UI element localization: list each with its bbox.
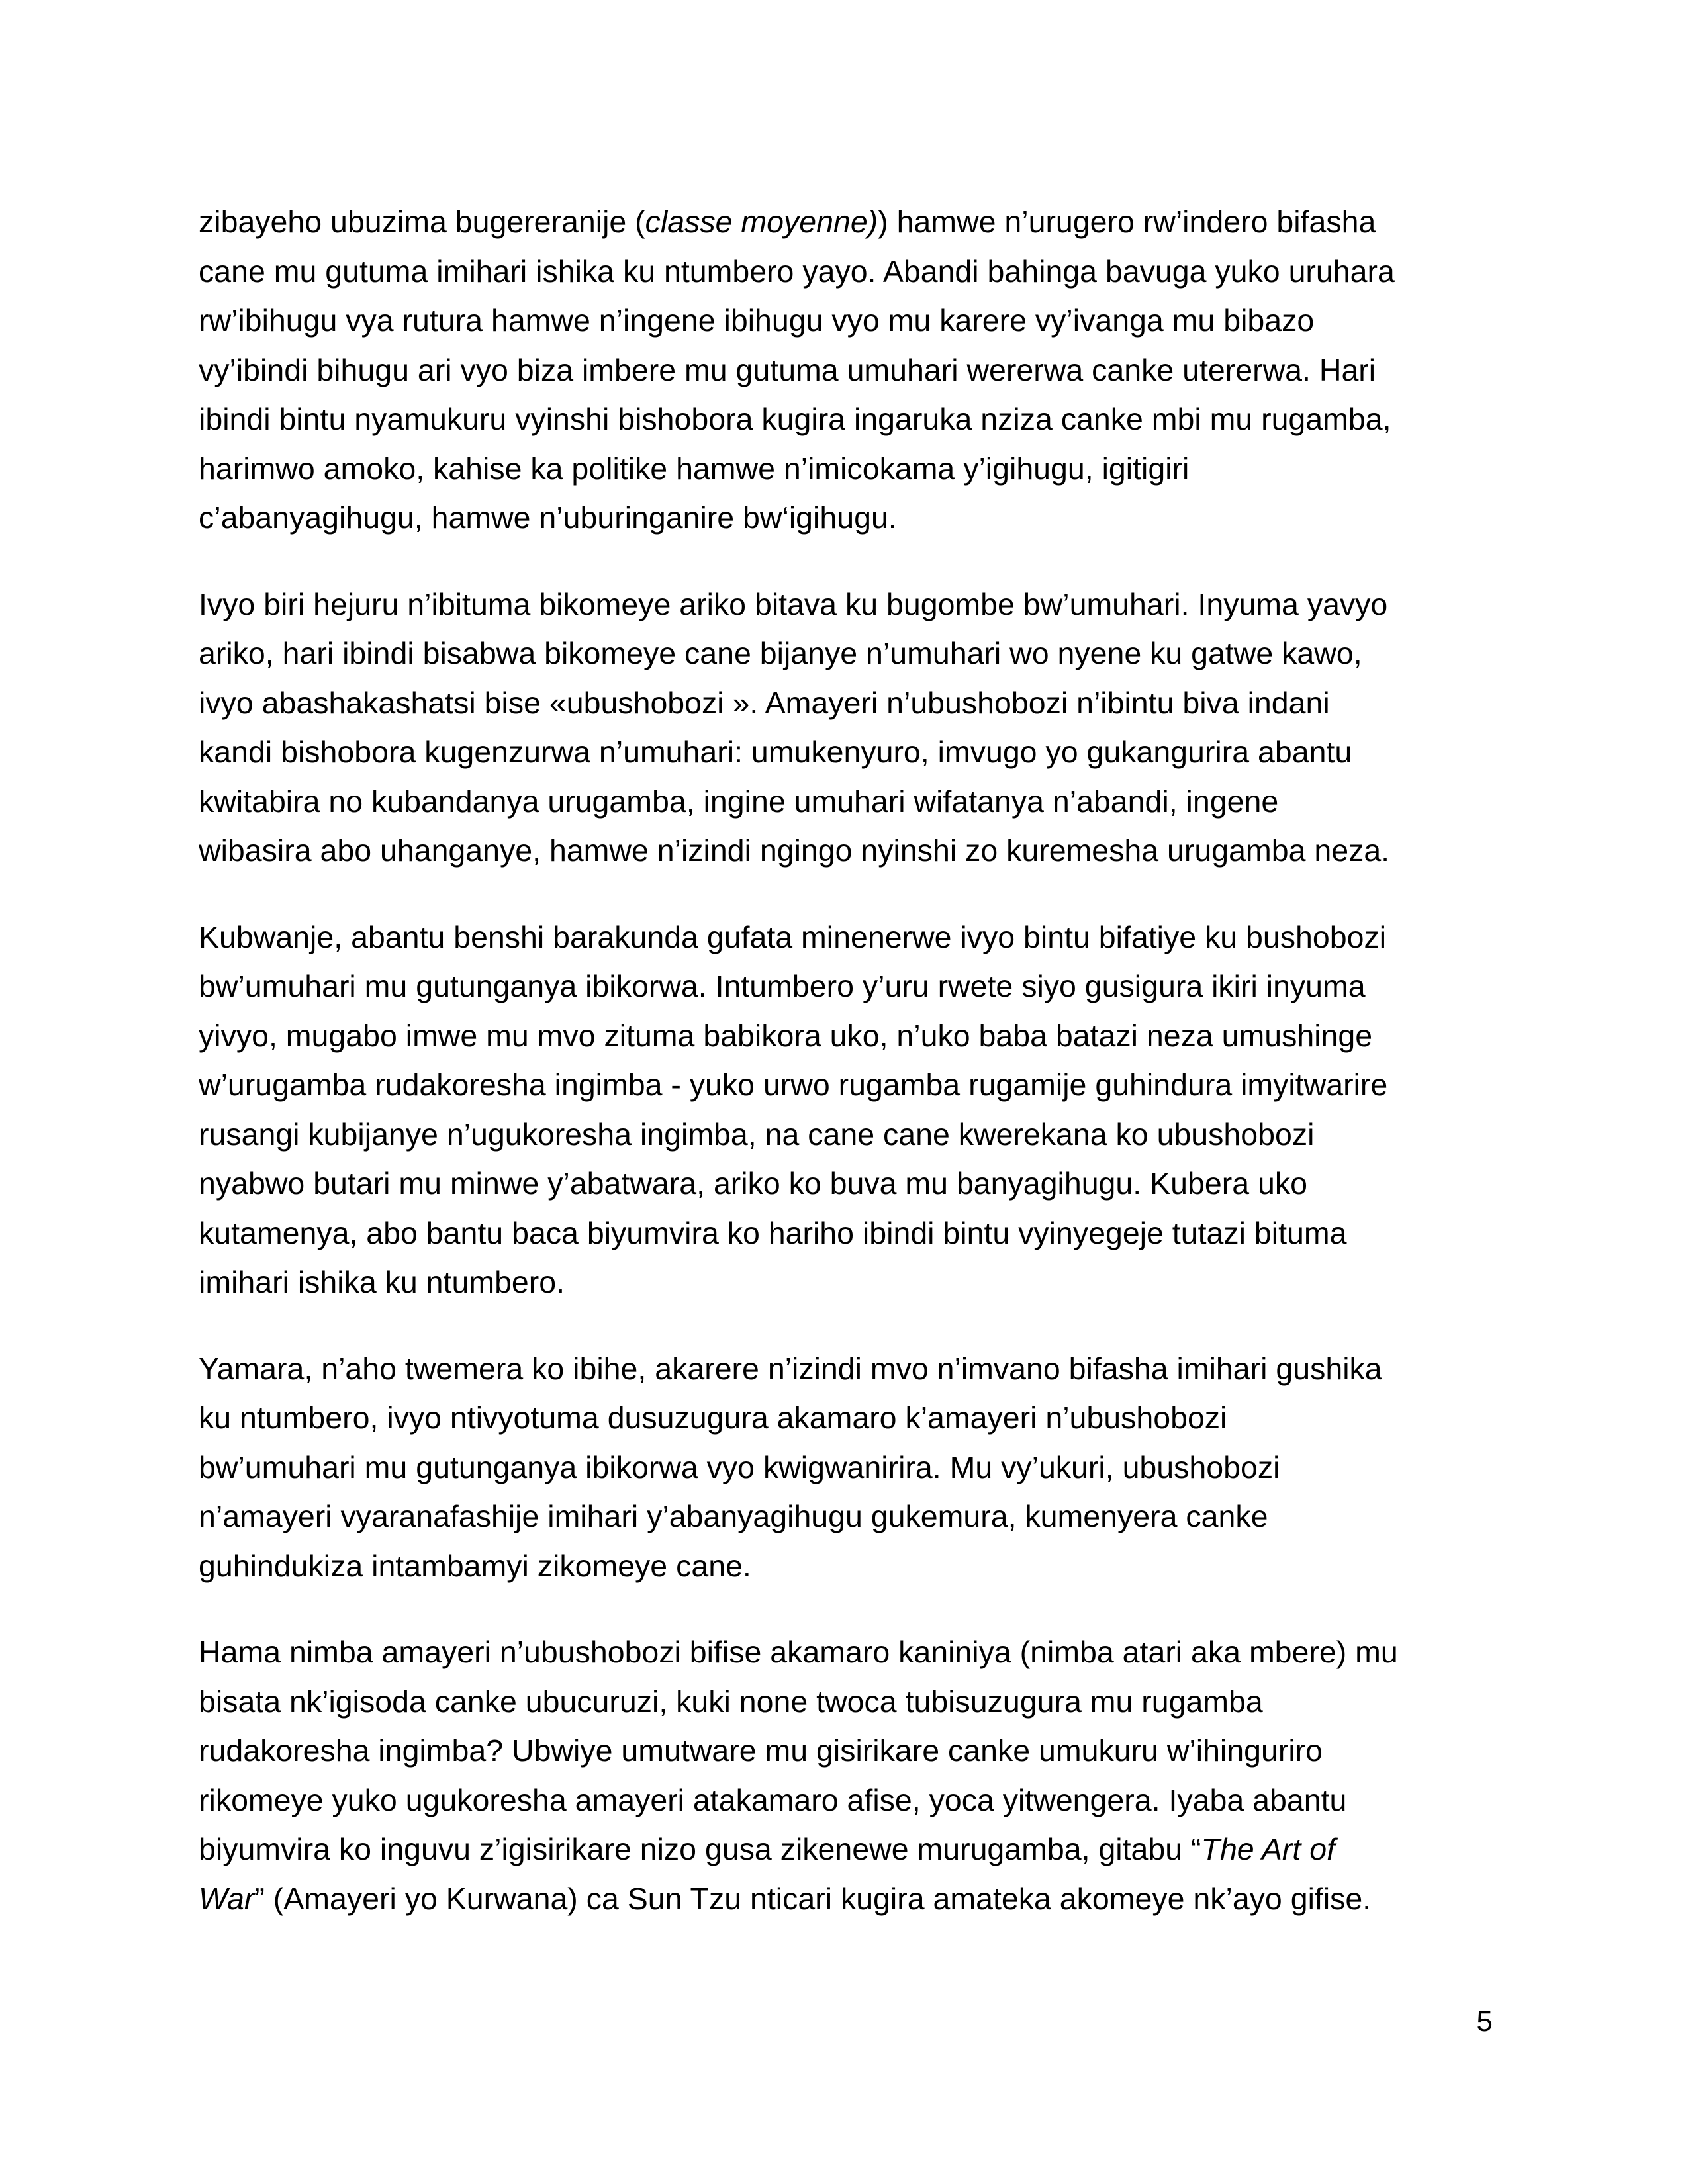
text-line xyxy=(199,1257,1496,1307)
text-line xyxy=(199,1393,1496,1443)
text-run: ivyo abashakashatsi bise «ubushobozi ». Amayeri n’ubushobozi n’ibintu biva indani xyxy=(199,685,1330,720)
text-run: biyumvira ko inguvu z’igisirikare nizo gusa zikenewe murugamba, gitabu “ xyxy=(199,1832,1201,1866)
text-line xyxy=(199,826,1496,876)
text-run: ) hamwe n’urugero rw’indero bifasha xyxy=(878,205,1376,239)
text-line xyxy=(199,247,1496,296)
text-line xyxy=(199,444,1496,494)
paragraph xyxy=(199,1627,1496,1923)
text-run: harimwo amoko, kahise ka politike hamwe n’imicokama y’igihugu, igitigiri xyxy=(199,451,1190,486)
text-line xyxy=(199,394,1496,444)
text-line xyxy=(199,493,1496,543)
text-run: bw’umuhari mu gutunganya ibikorwa vyo kwigwanirira. Mu vy’ukuri, ubushobozi xyxy=(199,1449,1280,1484)
text-line xyxy=(199,1110,1496,1160)
text-line xyxy=(199,1159,1496,1208)
italic-text-run: classe moyenne) xyxy=(645,205,878,239)
text-run: Kubwanje, abantu benshi barakunda gufata minenerwe ivyo bintu bifatiye ku bushobozi xyxy=(199,919,1387,954)
text-line xyxy=(199,296,1496,345)
text-run: cane mu gutuma imihari ishika ku ntumbero yayo. Abandi bahinga bavuga yuko uruhara xyxy=(199,253,1395,289)
text-line xyxy=(199,197,1496,247)
paragraph xyxy=(199,580,1496,876)
text-line xyxy=(199,580,1496,629)
italic-text-run: War xyxy=(199,1881,255,1916)
text-run: Ivyo biri hejuru n’ibituma bikomeye ariko bitava ku bugombe bw’umuhari. Inyuma yavyo xyxy=(199,586,1388,621)
text-line xyxy=(199,1060,1496,1110)
text-line xyxy=(199,727,1496,777)
paragraph xyxy=(199,913,1496,1307)
text-run: n’amayeri vyaranafashije imihari y’abanyagihugu gukemura, kumenyera canke xyxy=(199,1499,1268,1533)
text-run: bw’umuhari mu gutunganya ibikorwa. Intumbero y’uru rwete siyo gusigura ikiri inyuma xyxy=(199,969,1366,1003)
text-run: rikomeye yuko ugukoresha amayeri atakamaro afise, yoca yitwengera. Iyaba abantu xyxy=(199,1782,1347,1817)
text-line xyxy=(199,1726,1496,1776)
text-run: vy’ibindi bihugu ari vyo biza imbere mu gutuma umuhari wererwa canke utererwa. Hari xyxy=(199,352,1376,387)
text-line xyxy=(199,1776,1496,1825)
text-line xyxy=(199,962,1496,1011)
text-line xyxy=(199,1344,1496,1394)
text-line xyxy=(199,1541,1496,1591)
text-run: w’urugamba rudakoresha ingimba - yuko urwo rugamba rugamije guhindura imyitwarire xyxy=(199,1068,1388,1102)
text-line xyxy=(199,1208,1496,1258)
italic-text-run: The Art of xyxy=(1201,1832,1335,1866)
text-line xyxy=(199,1677,1496,1727)
text-line xyxy=(199,629,1496,678)
text-line xyxy=(199,1492,1496,1541)
text-run: rusangi kubijanye n’ugukoresha ingimba, na cane cane kwerekana ko ubushobozi xyxy=(199,1116,1315,1152)
text-run: kandi bishobora kugenzurwa n’umuhari: umukenyuro, imvugo yo gukangurira abantu xyxy=(199,735,1352,769)
text-run: yivyo, mugabo imwe mu mvo zituma babikora uko, n’uko baba batazi neza umushinge xyxy=(199,1018,1373,1053)
text-run: kutamenya, abo bantu baca biyumvira ko hariho ibindi bintu vyinyegeje tutazi bituma xyxy=(199,1215,1347,1250)
text-line xyxy=(199,678,1496,728)
text-line xyxy=(199,1011,1496,1061)
text-run: wibasira abo uhanganye, hamwe n’izindi ngingo nyinshi zo kuremesha urugamba neza. xyxy=(199,833,1390,868)
page-number: 5 xyxy=(1476,2005,1493,2038)
text-run: bisata nk’igisoda canke ubucuruzi, kuki none twoca tubisuzugura mu rugamba xyxy=(199,1684,1263,1719)
text-run: ku ntumbero, ivyo ntivyotuma dusuzugura akamaro k’amayeri n’ubushobozi xyxy=(199,1400,1227,1435)
text-line xyxy=(199,1825,1496,1874)
text-run: ariko, hari ibindi bisabwa bikomeye cane bijanye n’umuhari wo nyene ku gatwe kawo, xyxy=(199,636,1362,670)
text-run: guhindukiza intambamyi zikomeye cane. xyxy=(199,1548,751,1583)
text-run: zibayeho ubuzima bugereranije ( xyxy=(199,205,645,239)
text-line xyxy=(199,913,1496,962)
text-run: c’abanyagihugu, hamwe n’uburinganire bw‘igihugu. xyxy=(199,500,897,535)
text-line xyxy=(199,1443,1496,1492)
text-run: Yamara, n’aho twemera ko ibihe, akarere n’izindi mvo n’imvano bifasha imihari gushika xyxy=(199,1351,1382,1386)
text-line xyxy=(199,345,1496,395)
text-line xyxy=(199,1627,1496,1677)
text-run: ” (Amayeri yo Kurwana) ca Sun Tzu nticari kugira amateka akomeye nk’ayo gifise. xyxy=(254,1881,1372,1916)
text-run: ibindi bintu nyamukuru vyinshi bishobora kugira ingaruka nziza canke mbi mu rugamba, xyxy=(199,402,1391,436)
paragraph xyxy=(199,1344,1496,1591)
paragraph xyxy=(199,197,1496,543)
text-run: nyabwo butari mu minwe y’abatwara, ariko ko buva mu banyagihugu. Kubera uko xyxy=(199,1166,1307,1201)
text-run: rudakoresha ingimba? Ubwiye umutware mu gisirikare canke umukuru w’ihinguriro xyxy=(199,1733,1323,1768)
text-line xyxy=(199,777,1496,827)
text-run: rw’ibihugu vya rutura hamwe n’ingene ibihugu vyo mu karere vy’ivanga mu bibazo xyxy=(199,303,1315,338)
text-line xyxy=(199,1874,1496,1924)
page-body xyxy=(199,197,1496,1960)
text-run: Hama nimba amayeri n’ubushobozi bifise akamaro kaniniya (nimba atari aka mbere) mu xyxy=(199,1635,1398,1669)
text-run: kwitabira no kubandanya urugamba, ingine umuhari wifatanya n’abandi, ingene xyxy=(199,784,1279,819)
text-run: imihari ishika ku ntumbero. xyxy=(199,1265,565,1299)
